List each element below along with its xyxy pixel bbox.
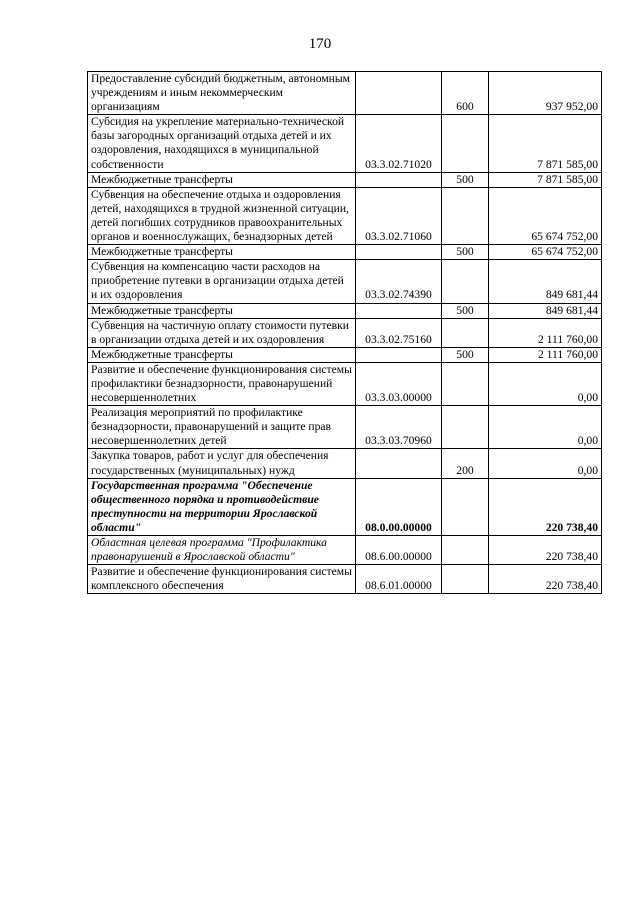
- table-row: [88, 260, 602, 303]
- row-name: Государственная программа "Обеспечение общественного порядка и противодействие преступности на территории Ярославской области": [88, 478, 356, 535]
- row-expense-type: [442, 536, 489, 565]
- row-sum: 65 674 752,00: [489, 187, 602, 244]
- row-name: Реализация мероприятий по профилактике безнадзорности, правонарушений и защите прав несовершеннолетних детей: [88, 406, 356, 449]
- row-expense-type: [442, 260, 489, 303]
- row-name: Субвенция на компенсацию части расходов на приобретение путевки в организации отдыха детей и их оздоровления: [88, 260, 356, 303]
- row-code: 03.3.02.75160: [356, 318, 442, 347]
- row-expense-type: [442, 478, 489, 535]
- row-sum: 849 681,44: [489, 303, 602, 318]
- table-row: [88, 245, 602, 260]
- row-name: Субвенция на обеспечение отдыха и оздоровления детей, находящихся в трудной жизненной ситуации, детей погибших сотрудников правоохранительных органов и военнослужащих, безнадзорных детей: [88, 187, 356, 244]
- row-name: Развитие и обеспечение функционирования системы профилактики безнадзорности, правонарушений несовершеннолетних: [88, 362, 356, 405]
- table-row: [88, 449, 602, 478]
- row-code: 03.3.02.71060: [356, 187, 442, 244]
- table-row-program: [88, 478, 602, 535]
- row-name: Межбюджетные трансферты: [88, 245, 356, 260]
- row-sum: 0,00: [489, 449, 602, 478]
- row-name: Закупка товаров, работ и услуг для обеспечения государственных (муниципальных) нужд: [88, 449, 356, 478]
- row-code: 08.6.01.00000: [356, 565, 442, 594]
- row-expense-type: [442, 406, 489, 449]
- row-expense-type: 500: [442, 172, 489, 187]
- row-name: Межбюджетные трансферты: [88, 347, 356, 362]
- row-code: 08.0.00.00000: [356, 478, 442, 535]
- row-name: Предоставление субсидий бюджетным, автономным учреждениям и иным некоммерческим организациям: [88, 72, 356, 115]
- row-expense-type: [442, 318, 489, 347]
- row-name: Областная целевая программа "Профилактика правонарушений в Ярославской области": [88, 536, 356, 565]
- row-name: Межбюджетные трансферты: [88, 172, 356, 187]
- table-row: [88, 72, 602, 115]
- budget-table: [87, 71, 602, 594]
- row-code: 03.3.02.74390: [356, 260, 442, 303]
- row-code: [356, 303, 442, 318]
- row-sum: 937 952,00: [489, 72, 602, 115]
- row-expense-type: 500: [442, 347, 489, 362]
- row-sum: 220 738,40: [489, 536, 602, 565]
- row-sum: 65 674 752,00: [489, 245, 602, 260]
- row-code: 03.3.03.70960: [356, 406, 442, 449]
- table-row: [88, 172, 602, 187]
- row-expense-type: [442, 565, 489, 594]
- table-row: [88, 565, 602, 594]
- row-expense-type: 500: [442, 245, 489, 260]
- row-code: [356, 347, 442, 362]
- table-row: [88, 347, 602, 362]
- row-code: 03.3.03.00000: [356, 362, 442, 405]
- row-expense-type: [442, 115, 489, 172]
- table-row: [88, 362, 602, 405]
- row-name: Межбюджетные трансферты: [88, 303, 356, 318]
- table-row: [88, 318, 602, 347]
- row-name: Субвенция на частичную оплату стоимости путевки в организации отдыха детей и их оздоровления: [88, 318, 356, 347]
- table-row: [88, 303, 602, 318]
- row-code: [356, 245, 442, 260]
- row-sum: 220 738,40: [489, 478, 602, 535]
- table-row: [88, 406, 602, 449]
- row-expense-type: [442, 187, 489, 244]
- row-name: Развитие и обеспечение функционирования системы комплексного обеспечения: [88, 565, 356, 594]
- row-code: [356, 449, 442, 478]
- row-sum: 0,00: [489, 362, 602, 405]
- row-sum: 7 871 585,00: [489, 115, 602, 172]
- table-row: [88, 115, 602, 172]
- row-sum: 0,00: [489, 406, 602, 449]
- row-expense-type: 200: [442, 449, 489, 478]
- row-sum: 849 681,44: [489, 260, 602, 303]
- row-name: Субсидия на укрепление материально-технической базы загородных организаций отдыха детей и их оздоровления, находящихся в муниципальной собственности: [88, 115, 356, 172]
- row-expense-type: 500: [442, 303, 489, 318]
- row-sum: 2 111 760,00: [489, 347, 602, 362]
- row-code: 08.6.00.00000: [356, 536, 442, 565]
- row-expense-type: 600: [442, 72, 489, 115]
- table-row-subprogram: [88, 536, 602, 565]
- table-row: [88, 187, 602, 244]
- row-sum: 2 111 760,00: [489, 318, 602, 347]
- row-expense-type: [442, 362, 489, 405]
- row-code: [356, 172, 442, 187]
- row-code: 03.3.02.71020: [356, 115, 442, 172]
- page-number: 170: [308, 36, 332, 52]
- row-sum: 220 738,40: [489, 565, 602, 594]
- row-code: [356, 72, 442, 115]
- row-sum: 7 871 585,00: [489, 172, 602, 187]
